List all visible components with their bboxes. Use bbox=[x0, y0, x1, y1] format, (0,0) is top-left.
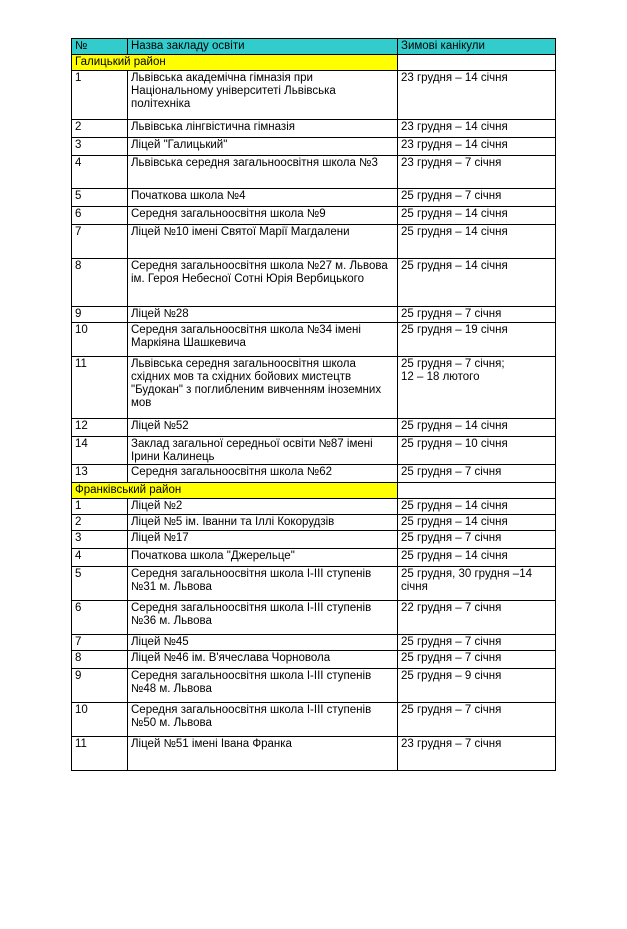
holiday-dates: 25 грудня – 14 січня bbox=[398, 259, 556, 307]
row-number: 2 bbox=[72, 120, 128, 138]
holiday-dates: 23 грудня – 14 січня bbox=[398, 71, 556, 120]
holiday-dates: 25 грудня – 14 січня bbox=[398, 515, 556, 531]
school-name: Ліцей №52 bbox=[128, 419, 398, 437]
school-name: Ліцей №10 імені Святої Марії Магдалени bbox=[128, 225, 398, 259]
table-row bbox=[72, 601, 556, 635]
table-row bbox=[72, 71, 556, 120]
holiday-dates: 23 грудня – 7 січня bbox=[398, 156, 556, 189]
table-row bbox=[72, 651, 556, 669]
row-number: 5 bbox=[72, 189, 128, 207]
winter-holidays-table bbox=[71, 38, 556, 771]
school-name: Ліцей "Галицький" bbox=[128, 138, 398, 156]
holiday-dates: 25 грудня – 9 січня bbox=[398, 669, 556, 703]
holiday-dates: 25 грудня – 7 січня bbox=[398, 651, 556, 669]
row-number: 4 bbox=[72, 549, 128, 567]
holiday-dates: 23 грудня – 14 січня bbox=[398, 138, 556, 156]
holiday-dates: 25 грудня – 7 січня; 12 – 18 лютого bbox=[398, 357, 556, 419]
row-number: 8 bbox=[72, 259, 128, 307]
row-number: 10 bbox=[72, 323, 128, 357]
row-number: 3 bbox=[72, 531, 128, 549]
table-row bbox=[72, 138, 556, 156]
table-row bbox=[72, 703, 556, 737]
table-row bbox=[72, 419, 556, 437]
school-name: Середня загальноосвітня школа І-ІІІ ступенів №31 м. Львова bbox=[128, 567, 398, 601]
holiday-dates: 25 грудня – 7 січня bbox=[398, 465, 556, 483]
school-name: Львівська лінгвістична гімназія bbox=[128, 120, 398, 138]
table-row bbox=[72, 499, 556, 515]
school-name: Початкова школа №4 bbox=[128, 189, 398, 207]
holiday-dates: 25 грудня – 7 січня bbox=[398, 307, 556, 323]
row-number: 11 bbox=[72, 737, 128, 771]
table-row bbox=[72, 531, 556, 549]
holiday-dates: 25 грудня – 7 січня bbox=[398, 703, 556, 737]
header-row bbox=[72, 39, 556, 55]
holiday-dates: 25 грудня – 14 січня bbox=[398, 419, 556, 437]
table-row bbox=[72, 189, 556, 207]
header-winter-holidays: Зимові канікули bbox=[398, 39, 556, 55]
district-empty-cell bbox=[398, 483, 556, 499]
holiday-dates: 25 грудня – 14 січня bbox=[398, 225, 556, 259]
school-name: Середня загальноосвітня школа №62 bbox=[128, 465, 398, 483]
row-number: 2 bbox=[72, 515, 128, 531]
row-number: 7 bbox=[72, 225, 128, 259]
row-number: 12 bbox=[72, 419, 128, 437]
row-number: 13 bbox=[72, 465, 128, 483]
holiday-dates: 25 грудня – 14 січня bbox=[398, 207, 556, 225]
school-name: Середня загальноосвітня школа І-ІІІ ступенів №50 м. Львова bbox=[128, 703, 398, 737]
school-name: Середня загальноосвітня школа І-ІІІ ступенів №36 м. Львова bbox=[128, 601, 398, 635]
school-name: Ліцей №46 ім. В'ячеслава Чорновола bbox=[128, 651, 398, 669]
district-empty-cell bbox=[398, 55, 556, 71]
school-name: Середня загальноосвітня школа №9 bbox=[128, 207, 398, 225]
holiday-dates: 25 грудня – 7 січня bbox=[398, 531, 556, 549]
district-name: Франківський район bbox=[72, 483, 398, 499]
table-row bbox=[72, 549, 556, 567]
table-row bbox=[72, 307, 556, 323]
table-row bbox=[72, 207, 556, 225]
table-row bbox=[72, 669, 556, 703]
row-number: 8 bbox=[72, 651, 128, 669]
school-name: Ліцей №17 bbox=[128, 531, 398, 549]
holiday-dates: 25 грудня – 7 січня bbox=[398, 189, 556, 207]
holiday-dates: 25 грудня – 14 січня bbox=[398, 549, 556, 567]
district-row bbox=[72, 483, 556, 499]
row-number: 1 bbox=[72, 71, 128, 120]
row-number: 9 bbox=[72, 307, 128, 323]
row-number: 3 bbox=[72, 138, 128, 156]
table-row bbox=[72, 515, 556, 531]
school-name: Заклад загальної середньої освіти №87 імені Ірини Калинець bbox=[128, 437, 398, 465]
district-row bbox=[72, 55, 556, 71]
table-row bbox=[72, 567, 556, 601]
holiday-dates: 25 грудня – 19 січня bbox=[398, 323, 556, 357]
row-number: 4 bbox=[72, 156, 128, 189]
school-name: Ліцей №5 ім. Іванни та Іллі Кокорудзів bbox=[128, 515, 398, 531]
holiday-dates: 22 грудня – 7 січня bbox=[398, 601, 556, 635]
holiday-dates: 23 грудня – 14 січня bbox=[398, 120, 556, 138]
table-row bbox=[72, 357, 556, 419]
table-row bbox=[72, 737, 556, 771]
school-name: Середня загальноосвітня школа №34 імені Маркіяна Шашкевича bbox=[128, 323, 398, 357]
holiday-dates: 25 грудня – 14 січня bbox=[398, 499, 556, 515]
holiday-dates: 23 грудня – 7 січня bbox=[398, 737, 556, 771]
table-row bbox=[72, 156, 556, 189]
row-number: 14 bbox=[72, 437, 128, 465]
table-row bbox=[72, 259, 556, 307]
school-name: Львівська середня загальноосвітня школа №3 bbox=[128, 156, 398, 189]
row-number: 5 bbox=[72, 567, 128, 601]
row-number: 10 bbox=[72, 703, 128, 737]
row-number: 1 bbox=[72, 499, 128, 515]
row-number: 6 bbox=[72, 207, 128, 225]
school-name: Середня загальноосвітня школа №27 м. Львова ім. Героя Небесної Сотні Юрія Вербицького bbox=[128, 259, 398, 307]
table-row bbox=[72, 437, 556, 465]
row-number: 9 bbox=[72, 669, 128, 703]
school-name: Ліцей №51 імені Івана Франка bbox=[128, 737, 398, 771]
district-name: Галицький район bbox=[72, 55, 398, 71]
school-name: Львівська середня загальноосвітня школа східних мов та східних бойових мистецтв "Будокан" з поглибленим вивченням іноземних мов bbox=[128, 357, 398, 419]
school-name: Львівська академічна гімназія при Національному університеті Львівська політехніка bbox=[128, 71, 398, 120]
school-name: Ліцей №28 bbox=[128, 307, 398, 323]
table-row bbox=[72, 225, 556, 259]
school-name: Початкова школа "Джерельце" bbox=[128, 549, 398, 567]
school-name: Ліцей №2 bbox=[128, 499, 398, 515]
table-row bbox=[72, 323, 556, 357]
row-number: 11 bbox=[72, 357, 128, 419]
table-row bbox=[72, 120, 556, 138]
row-number: 6 bbox=[72, 601, 128, 635]
table-row bbox=[72, 635, 556, 651]
holiday-dates: 25 грудня – 10 січня bbox=[398, 437, 556, 465]
holiday-dates: 25 грудня, 30 грудня –14 січня bbox=[398, 567, 556, 601]
school-name: Ліцей №45 bbox=[128, 635, 398, 651]
school-name: Середня загальноосвітня школа І-ІІІ ступенів №48 м. Львова bbox=[128, 669, 398, 703]
table-row bbox=[72, 465, 556, 483]
header-number: № bbox=[72, 39, 128, 55]
row-number: 7 bbox=[72, 635, 128, 651]
holiday-dates: 25 грудня – 7 січня bbox=[398, 635, 556, 651]
header-school-name: Назва закладу освіти bbox=[128, 39, 398, 55]
